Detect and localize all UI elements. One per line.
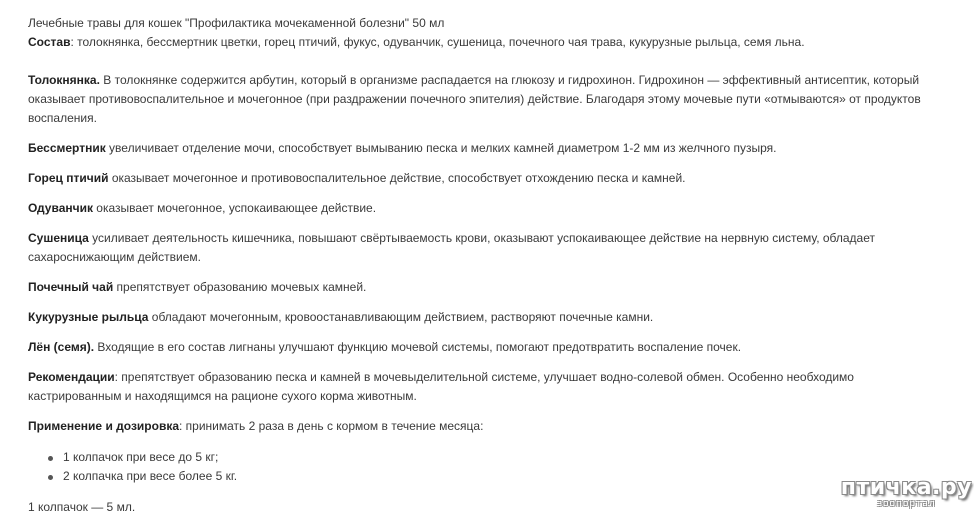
- herb-pochechny-chai: [28, 278, 974, 297]
- herb-bessmertnik: [28, 139, 974, 158]
- herb-name: Почечный чай: [28, 280, 114, 294]
- herb-desc-line: увеличивает отделение мочи, способствует вымыванию песка и мелких камней диаметром 1-2 мм из желчного пузыря.: [105, 141, 777, 155]
- herb-desc-line: сахароснижающим действием.: [28, 250, 201, 264]
- recommendations-text: кастрированным и находящимся на рационе сухого корма животным.: [28, 389, 417, 403]
- herb-desc-line: препятствует образованию мочевых камней.: [113, 280, 367, 294]
- dosage-item-text: 2 колпачка при весе более 5 кг.: [63, 469, 238, 483]
- herb-len: [28, 338, 974, 357]
- herb-kukuruznye-ryltsa: [28, 308, 974, 327]
- bullet-icon: [48, 456, 53, 461]
- usage: [28, 417, 974, 436]
- list-item: [28, 467, 974, 486]
- herb-name: Сушеница: [28, 231, 89, 245]
- usage-label: Применение и дозировка: [28, 419, 179, 433]
- herb-tolokn: [28, 71, 974, 128]
- herb-sushenitsa: [28, 229, 974, 267]
- recommendations: [28, 368, 974, 406]
- composition-text: : толокнянка, бессмертник цветки, горец птичий, фукус, одуванчик, сушеница, почечного чая трава, кукурузные рыльца, семя льна.: [70, 35, 805, 49]
- herb-name: Горец птичий: [28, 171, 109, 185]
- herb-desc-line: оказывает мочегонное и противовоспалительное действие, способствует отхождению песка и камней.: [108, 171, 686, 185]
- herb-oduvanchik: [28, 199, 974, 218]
- list-item: [28, 448, 974, 467]
- composition-label: Состав: [28, 35, 71, 49]
- watermark-subtitle: зоопортал: [877, 499, 936, 509]
- recommendations-text: : препятствует образованию песка и камней в мочевыделительной системе, улучшает водно-солевой обмен. Особенно необходимо: [114, 370, 854, 384]
- watermark-logo-text: птичка.ру: [840, 475, 972, 500]
- herb-name: Одуванчик: [28, 201, 93, 215]
- recommendations-label: Рекомендации: [28, 370, 115, 384]
- dosage-list: [28, 448, 974, 486]
- herb-name: Лён (семя).: [28, 340, 95, 354]
- herb-name: Кукурузные рыльца: [28, 310, 149, 324]
- herb-desc-line: воспаления.: [28, 111, 97, 125]
- herb-desc-line: В толокнянке содержится арбутин, который в организме распадается на глюкозу и гидрохинон. Гидрохинон — эффективный антисептик, который: [99, 73, 920, 87]
- herb-desc-line: оказывает мочегонное, успокаивающее действие.: [92, 201, 377, 215]
- product-title: Лечебные травы для кошек "Профилактика мочекаменной болезни" 50 мл: [28, 16, 445, 30]
- usage-text: : принимать 2 раза в день с кормом в течение месяца:: [179, 419, 484, 433]
- bullet-icon: [48, 475, 53, 480]
- herb-gorets: [28, 169, 974, 188]
- herb-desc-line: оказывает противовоспалительное и мочегонное (при раздражении почечного эпителия) действие. Благодаря этому мочевые пути «отмываются» от продуктов: [28, 92, 921, 106]
- herb-desc-line: обладают мочегонным, кровоостанавливающим действием, растворяют почечные камни.: [148, 310, 654, 324]
- site-watermark: [841, 477, 972, 510]
- composition-line: [28, 33, 974, 52]
- cap-volume-note: 1 колпачок — 5 мл.: [28, 500, 136, 514]
- herb-desc-line: Входящие в его состав лигнаны улучшают функцию мочевой системы, помогают предотвратить воспаление почек.: [94, 340, 742, 354]
- article-content: [28, 14, 974, 517]
- herb-name: Бессмертник: [28, 141, 106, 155]
- herb-desc-line: усиливает деятельность кишечника, повышают свёртываемость крови, оказывают успокаивающее действие на нервную систему, обладает: [88, 231, 875, 245]
- dosage-item-text: 1 колпачок при весе до 5 кг;: [63, 450, 219, 464]
- herb-name: Толокнянка.: [28, 73, 100, 87]
